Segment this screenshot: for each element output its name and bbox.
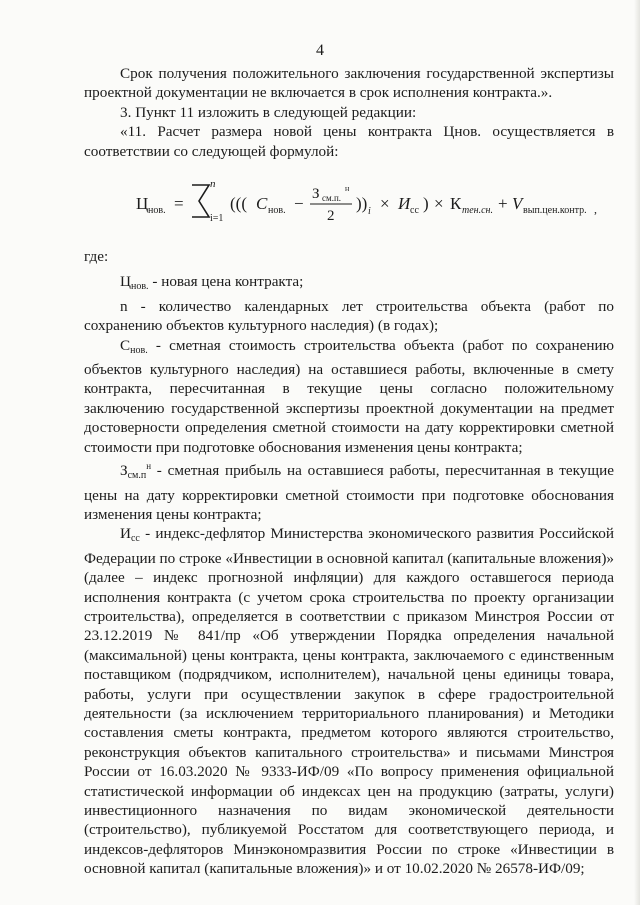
symbol-z: З <box>120 462 128 480</box>
formula-denom: 2 <box>327 208 335 225</box>
formula-plus: + <box>498 194 508 214</box>
symbol-i-sub: сс <box>130 533 140 545</box>
page-number: 4 <box>316 42 324 59</box>
formula-times-2: × <box>434 194 444 214</box>
document-body <box>84 64 614 879</box>
definition-deflator-index <box>84 524 614 878</box>
formula-open: ((( <box>230 194 247 214</box>
definition-new-price-text: - новая цена контракта; <box>148 273 304 291</box>
symbol-s-sub: нов. <box>130 344 148 356</box>
symbol-s: С <box>120 336 131 354</box>
formula-i-sym-sub: сс <box>410 205 419 217</box>
formula-times-1: × <box>380 194 390 214</box>
formula-sum-upper: n <box>210 178 216 191</box>
formula-lhs-sub: нов. <box>148 205 166 217</box>
formula-c: C <box>256 194 268 214</box>
symbol-z-sub: см.п <box>127 470 147 482</box>
price-formula <box>84 163 614 243</box>
paragraph-item-11-intro: «11. Расчет размера новой цены контракта Цнов. осуществляется в соответствии со следующей формулой: <box>84 123 614 160</box>
scan-edge <box>634 0 640 905</box>
formula-minus: − <box>294 194 304 214</box>
formula-trail: , <box>594 202 597 217</box>
paragraph-where: где: <box>84 248 109 266</box>
definition-estimate-cost <box>84 336 614 457</box>
definition-estimate-profit-text: - сметная прибыль на оставшиеся работы, пересчитанная в текущие цены на дату корректировки сметной стоимости при подготовке обоснования изменения цены контракта; <box>84 462 614 523</box>
formula-z-sub: см.п. <box>322 193 342 204</box>
formula-equals: = <box>174 194 184 214</box>
formula-close-2: ) <box>423 194 429 214</box>
formula-svg <box>136 171 606 241</box>
formula-v: V <box>512 194 523 214</box>
paragraph-item-3: 3. Пункт 11 изложить в следующей редакции: <box>120 103 417 121</box>
symbol-i: И <box>120 525 131 543</box>
symbol-c-new: Ц <box>120 273 131 291</box>
formula-lhs: Ц <box>136 194 149 214</box>
formula-i: И <box>398 194 411 214</box>
formula-i-sub: i <box>368 206 371 218</box>
sum-sign-icon <box>192 185 209 217</box>
formula-k: К <box>450 194 462 214</box>
formula-v-sub: вып.цен.контр. <box>523 205 587 217</box>
formula-close-i: )) <box>356 194 368 214</box>
formula-z-sup: н <box>345 184 350 194</box>
definition-deflator-index-text: - индекс-дефлятор Министерства экономического развития Российской Федерации по строке «Инвестиции в основной капитал (капитальные вложения)» (далее – индекс прогнозной инфляции) для каждого оставшегося периода исполнения контракта (с учетом срока строительства по проекту организации строительства), определяется в соответствии с приказом Минстроя России от 23.12.2019 № 841/пр «Об утверждении Порядка определения начальной (максимальной) цены контракта, цены контракта, заключаемого с единственным поставщиком (подрядчиком, исполнителем), начальной цены единицы товара, работы, услуги при осуществлении закупок в сфере градостроительной деятельности (за исключением территориального планирования) и Методики составления сметы контракта, предметом которого являются строительство, реконструкция объектов капитального строительства» и письмами Минстроя России от 16.03.2020 № 9333-ИФ/09 «По вопросу применения официальной статистической информации об индексах цен на продукцию (затраты, услуги) инвестиционного назначения по видам экономической деятельности (строительство), публикуемой Росстатом для соответствующего периода, и индексов-дефляторов Минэкономразвития России по строке «Инвестиции в основной капитал (капитальные вложения)» и от 10.02.2020 № 26578-ИФ/09; <box>84 525 614 878</box>
definition-estimate-cost-text: - сметная стоимость строительства объекта (работ по сохранению объектов культурного наследия) на оставшиеся работы, включенные в смету контракта, пересчитанная в текущие цены согласно положительному заключению государственной экспертизы проектной документации на предмет достоверности определения сметной стоимости на дату корректировки сметной стоимости при подготовке обоснования изменения цены контракта; <box>84 336 614 456</box>
formula-c-sub: нов. <box>268 205 286 217</box>
definition-estimate-profit <box>84 457 614 524</box>
definition-new-price <box>84 272 614 296</box>
formula-z: З <box>312 186 320 203</box>
symbol-z-sup: н <box>146 461 152 472</box>
symbol-c-new-sub: нов. <box>130 281 149 293</box>
paragraph-expertise-term: Срок получения положительного заключения государственной экспертизы проектной документации не включается в срок исполнения контракта.». <box>84 65 614 102</box>
definition-n: n - количество календарных лет строительства объекта (работ по сохранению объектов культурного наследия) (в годах); <box>84 297 614 335</box>
formula-k-sub: тен.сн. <box>462 205 494 217</box>
formula-sum-lower: i=1 <box>210 213 224 225</box>
